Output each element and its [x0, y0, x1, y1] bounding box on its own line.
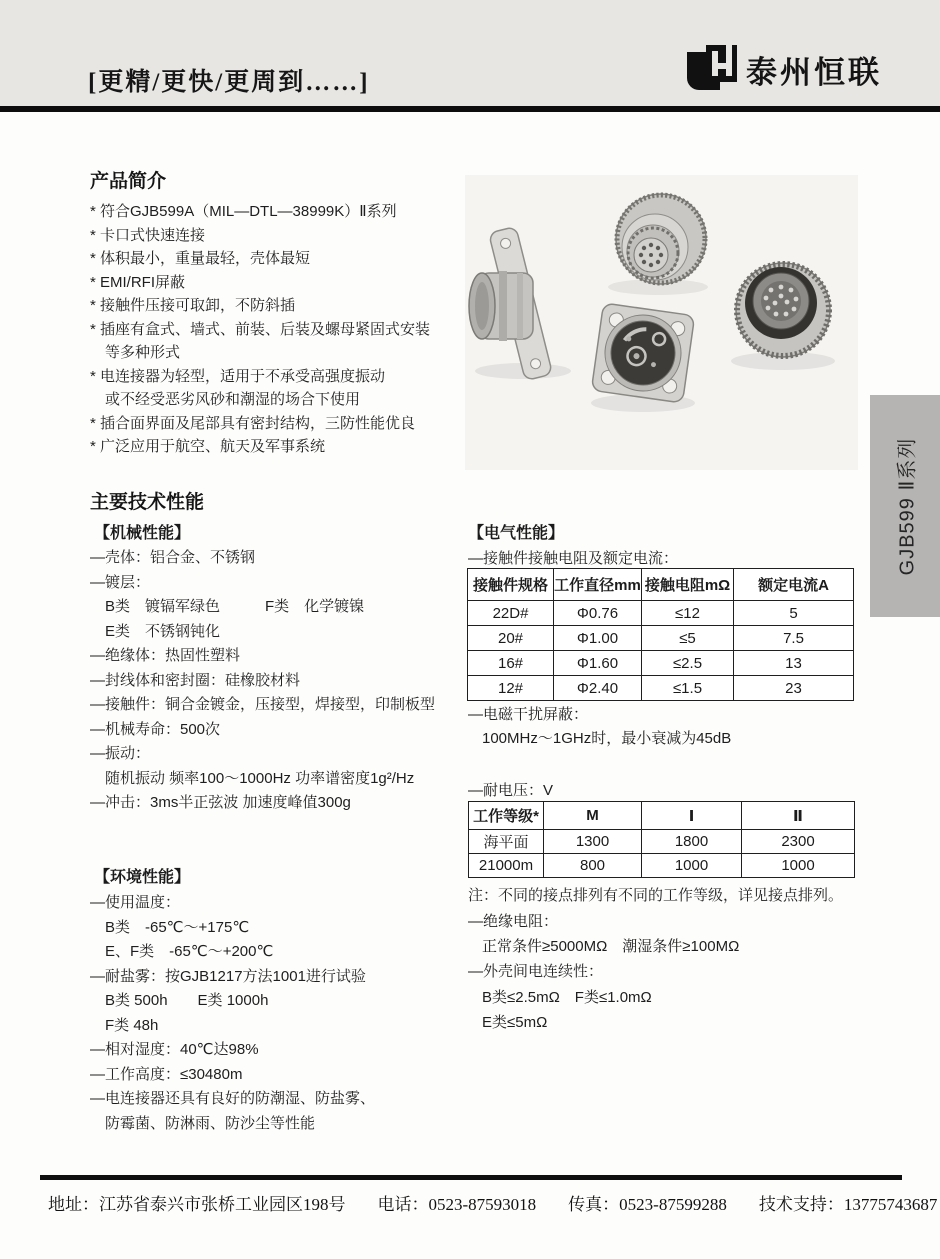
mechanical-line: —壳体：铝合金、不锈钢 — [90, 549, 256, 566]
mechanical-line: —接触件：铜合金镀金，压接型，焊接型，印制板型 — [90, 696, 436, 713]
contact-table-header-cell: 接触件规格 — [468, 569, 554, 601]
mechanical-line: —镀层： — [90, 573, 151, 591]
mechanical-line: —机械寿命：500次 — [90, 720, 221, 738]
footer-contacts — [48, 1190, 938, 1215]
mechanical-list — [90, 546, 475, 816]
logo-icon — [686, 44, 738, 95]
intro-list — [90, 200, 468, 459]
voltage-level-cell: 海平面 — [469, 830, 544, 854]
environmental-list — [90, 891, 475, 1136]
product-photo — [465, 175, 858, 470]
contact-resistance-cell: ≤12 — [642, 601, 734, 626]
voltage-note: 注：不同的接点排列有不同的工作等级，详见接点排列。 — [468, 887, 844, 904]
intro-line: * 卡口式快速连接 — [90, 226, 206, 244]
environmental-line: F类 48h — [90, 1016, 159, 1034]
connector-square-flange — [591, 303, 694, 403]
electrical-heading: 【电气性能】 — [468, 525, 565, 542]
footer-fax: 传真：0523-87599288 — [568, 1195, 727, 1214]
environmental-line: B类 -65℃～+175℃ — [90, 918, 250, 936]
environmental-line: 防霉菌、防淋雨、防沙尘等性能 — [90, 1114, 316, 1132]
voltage-table-header-cell: 工作等级* — [469, 802, 544, 830]
intro-line: * 广泛应用于航空、航天及军事系统 — [90, 438, 326, 455]
voltage-table-row — [469, 854, 855, 878]
intro-line: * 电连接器为轻型，适用于不承受高强度振动 — [90, 367, 386, 385]
environmental-line: —电连接器还具有良好的防潮湿、防盐雾、 — [90, 1090, 376, 1107]
intro-title: 产品简介 — [90, 171, 167, 192]
mechanical-line: —冲击：3ms半正弦波 加速度峰值300g — [90, 794, 351, 811]
emi-detail: 100MHz～1GHz时，最小衰减为45dB — [482, 730, 732, 747]
intro-line: * 符合GJB599A（MIL—DTL—38999K）Ⅱ系列 — [90, 203, 397, 220]
connector-round-right — [736, 263, 830, 357]
contact-diameter-cell: Φ0.76 — [554, 601, 642, 626]
contact-table-header-cell: 额定电流A — [734, 569, 854, 601]
voltage-ii-cell: 1000 — [742, 854, 855, 878]
intro-line: 或不经受恶劣风砂和潮湿的场合下使用 — [90, 391, 361, 408]
connector-plug-top — [616, 194, 706, 284]
mechanical-line: B类 镀镉军绿色 F类 化学镀镍 — [90, 598, 365, 615]
contact-spec-cell: 20# — [468, 626, 554, 651]
environmental-line: —使用温度： — [90, 894, 181, 911]
brand-name: 泰州恒联 — [746, 55, 882, 90]
mechanical-line: —振动： — [90, 745, 151, 762]
side-tab-series — [870, 395, 940, 617]
contact-diameter-cell: Φ1.00 — [554, 626, 642, 651]
voltage-table-header-cell: Ⅱ — [742, 802, 855, 830]
environmental-heading: 【环境性能】 — [94, 869, 191, 886]
mechanical-heading: 【机械性能】 — [94, 525, 191, 542]
withstand-voltage-table — [468, 801, 855, 878]
environmental-line: E、F类 -65℃～+200℃ — [90, 943, 274, 960]
insulation-heading: —绝缘电阻： — [468, 913, 559, 930]
footer-phone: 电话：0523-87593018 — [377, 1195, 537, 1214]
voltage-table-header-cell: M — [544, 802, 642, 830]
side-tab-label: GJB599 Ⅱ系列 — [896, 437, 919, 575]
contact-spec-cell: 12# — [468, 676, 554, 701]
intro-line: * 插座有盒式、墙式、前装、后装及螺母紧固式安装 — [90, 320, 431, 338]
intro-line: * EMI/RFI屏蔽 — [90, 273, 186, 291]
contact-resistance-cell: ≤5 — [642, 626, 734, 651]
continuity-line: E类≤5mΩ — [482, 1014, 548, 1031]
contact-resistance-table — [467, 568, 854, 701]
intro-line: * 插合面界面及尾部具有密封结构，三防性能优良 — [90, 414, 416, 432]
contact-table-header-cell: 工作直径mm — [554, 569, 642, 601]
voltage-ii-cell: 2300 — [742, 830, 855, 854]
contact-table-caption: —接触件接触电阻及额定电流： — [468, 550, 679, 567]
contact-current-cell: 23 — [734, 676, 854, 701]
footer-divider — [40, 1175, 902, 1180]
contact-current-cell: 13 — [734, 651, 854, 676]
intro-line: * 接触件压接可取卸，不防斜插 — [90, 297, 296, 314]
contact-resistance-cell: ≤2.5 — [642, 651, 734, 676]
voltage-m-cell: 800 — [544, 854, 642, 878]
emi-heading: —电磁干扰屏蔽： — [468, 706, 589, 723]
continuity-list — [482, 985, 652, 1035]
footer-address: 地址：江苏省泰兴市张桥工业园区198号 — [48, 1195, 346, 1214]
contact-current-cell: 5 — [734, 601, 854, 626]
environmental-line: B类 500h E类 1000h — [90, 992, 269, 1009]
brand-logo — [686, 44, 882, 95]
voltage-i-cell: 1800 — [642, 830, 742, 854]
contact-table-header-cell: 接触电阻mΩ — [642, 569, 734, 601]
mechanical-line: 随机振动 频率100～1000Hz 功率谱密度1g²/Hz — [90, 769, 415, 787]
mechanical-line: E类 不锈钢钝化 — [90, 622, 221, 640]
voltage-level-cell: 21000m — [469, 854, 544, 878]
contact-diameter-cell: Φ2.40 — [554, 676, 642, 701]
contact-spec-cell: 16# — [468, 651, 554, 676]
voltage-table-header-cell: Ⅰ — [642, 802, 742, 830]
contact-table-row — [468, 626, 854, 651]
contact-current-cell: 7.5 — [734, 626, 854, 651]
environmental-line: —相对湿度：40℃达98% — [90, 1041, 259, 1058]
contact-table-row — [468, 601, 854, 626]
mechanical-line: —绝缘体：热固性塑料 — [90, 647, 241, 664]
tagline: [更精/更快/更周到……] — [88, 69, 370, 96]
voltage-m-cell: 1300 — [544, 830, 642, 854]
contact-resistance-cell: ≤1.5 — [642, 676, 734, 701]
contact-table-row — [468, 651, 854, 676]
header-divider — [0, 106, 940, 112]
environmental-line: —耐盐雾：按GJB1217方法1001进行试验 — [90, 967, 366, 985]
continuity-heading: —外壳间电连续性： — [468, 963, 604, 980]
insulation-detail: 正常条件≥5000MΩ 潮湿条件≥100MΩ — [482, 938, 740, 955]
intro-line: 等多种形式 — [90, 344, 181, 361]
intro-line: * 体积最小，重量最轻，壳体最短 — [90, 250, 311, 267]
contact-table-row — [468, 676, 854, 701]
contact-spec-cell: 22D# — [468, 601, 554, 626]
voltage-i-cell: 1000 — [642, 854, 742, 878]
contact-diameter-cell: Φ1.60 — [554, 651, 642, 676]
tech-title: 主要技术性能 — [90, 492, 205, 513]
voltage-table-row — [469, 830, 855, 854]
footer-support: 技术支持：13775743687 — [758, 1195, 938, 1214]
connector-photo-illustration — [465, 175, 858, 470]
voltage-caption: —耐电压：V — [468, 782, 554, 799]
environmental-line: —工作高度：≤30480m — [90, 1065, 243, 1083]
continuity-line: B类≤2.5mΩ F类≤1.0mΩ — [482, 989, 652, 1006]
mechanical-line: —封线体和密封圈：硅橡胶材料 — [90, 671, 301, 689]
